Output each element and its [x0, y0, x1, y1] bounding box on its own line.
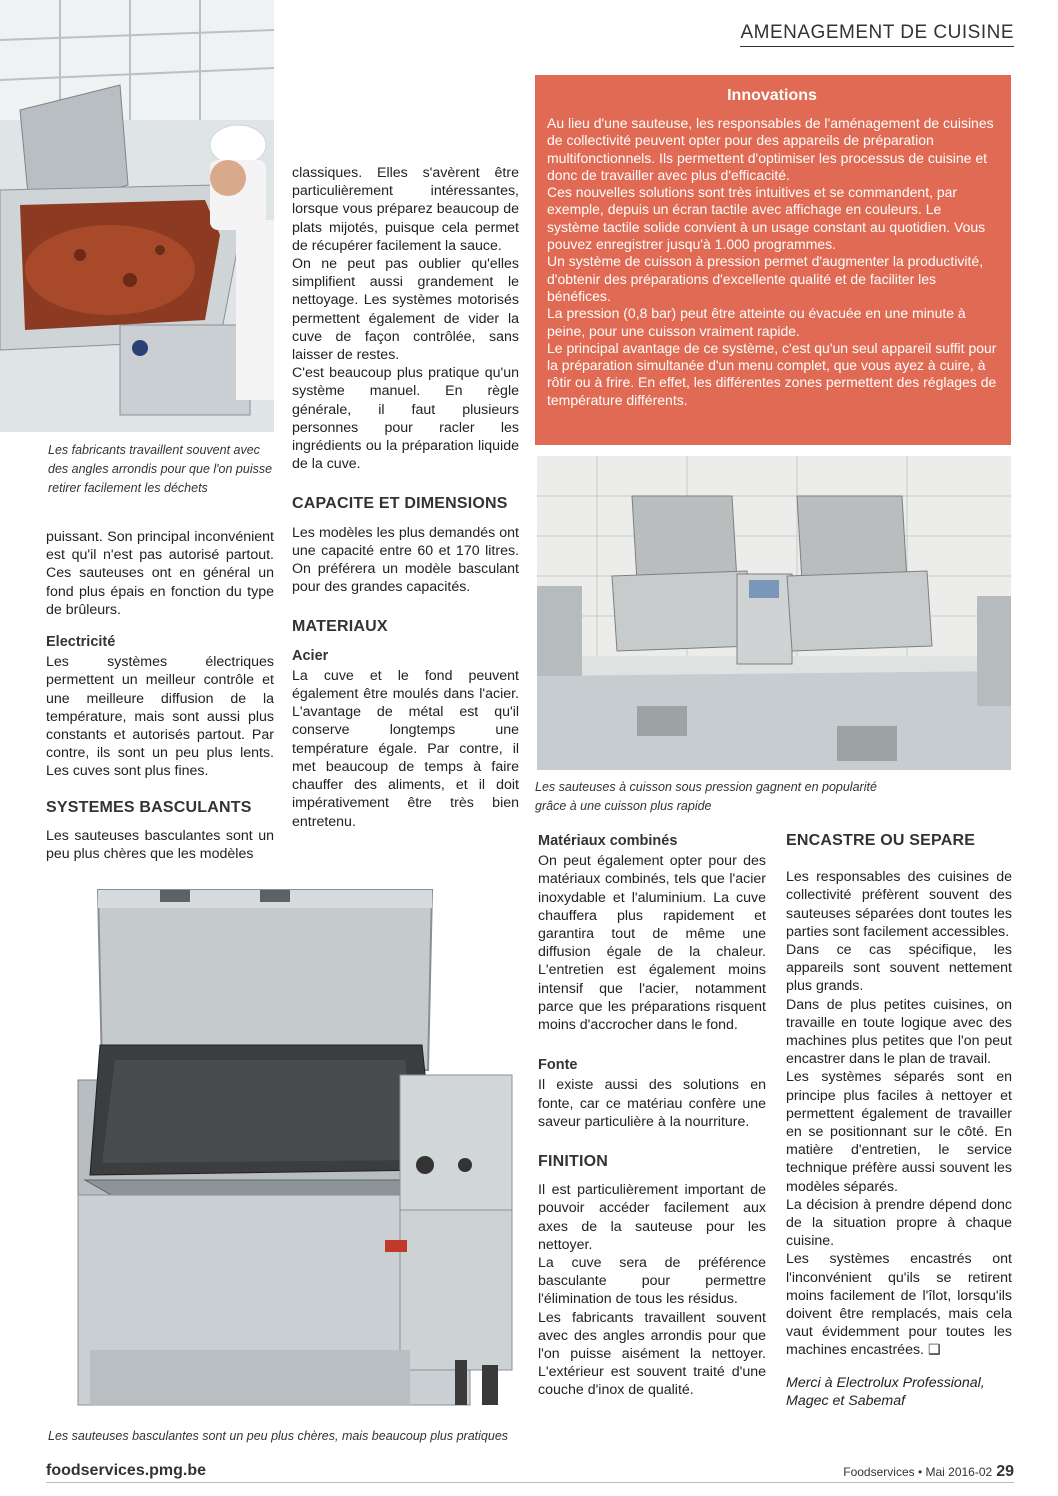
paragraph: On peut également opter pour des matériaux combinés, tels que l'acier inoxydable et l'aluminium. La cuve chauffera plus rapidement et garantira tout de même une diffusion égale de la chaleur. L'entretien est également moins intensif que l'acier, notamment parce que les préparations risquent moins d'accrocher dans le fond. — [538, 853, 766, 1034]
innovations-box — [535, 75, 1011, 445]
photo-chef-tilting-pan — [0, 0, 274, 432]
paragraph: Les responsables des cuisines de collectivité préfèrent souvent des sauteuses séparées dont toutes les parties sont facilement accessibles. — [786, 869, 1012, 940]
innovations-paragraph: Au lieu d'une sauteuse, les responsables de l'aménagement de cuisines de collectivité peuvent opter pour des appareils de préparation multifonctionnels. Ils permettent d'optimiser les processus de cuisine et donc de travailler avec plus d'efficacité. — [547, 115, 994, 183]
subheading-electricite: Electricité — [46, 634, 116, 651]
heading-systemes-basculants: SYSTEMES BASCULANTS — [46, 798, 252, 816]
footer-divider — [46, 1482, 1014, 1483]
paragraph: C'est beaucoup plus pratique qu'un système manuel. En règle générale, il faut plusieurs personnes pour racler les ingrédients ou la préparation liquide de la cuve. — [292, 365, 519, 473]
photo-pressure-braising-pans — [537, 456, 1011, 770]
innovations-paragraph: La pression (0,8 bar) peut être atteinte ou évacuée en une minute à peine, pour une cuisson vraiment rapide. — [547, 305, 966, 339]
page-number: 29 — [996, 1463, 1014, 1480]
paragraph: Les fabricants travaillent souvent avec des angles arrondis pour que l'on puisse aisément la nettoyer. L'extérieur est souvent traité d'une couche d'inox de qualité. — [538, 1309, 766, 1399]
column-3 — [538, 832, 766, 1400]
paragraph: Les modèles les plus demandés ont une capacité entre 60 et 170 litres. On préférera un modèle basculant pour des grandes capacités. — [292, 524, 519, 596]
caption-photo2: Les sauteuses à cuisson sous pression gagnent en popularité grâce à une cuisson plus rapide — [535, 780, 877, 813]
innovations-paragraph: Le principal avantage de ce système, c'est qu'un seul appareil suffit pour la préparation simultanée d'un menu complet, que vous ayez à cuire, à rôtir ou à frire. En effet, les différentes zones permettent des réglages de température différents. — [547, 339, 997, 408]
innovations-title: Innovations — [727, 87, 817, 104]
subheading-fonte: Fonte — [538, 1057, 578, 1074]
section-header: AMENAGEMENT DE CUISINE — [740, 22, 1014, 47]
paragraph: classiques. Elles s'avèrent être particulièrement intéressantes, lorsque vous préparez beaucoup de plats mijotés, puisque cela permet de récupérer facilement la sauce. — [292, 165, 519, 254]
footer-issue — [843, 1463, 1014, 1481]
column-1 — [46, 528, 274, 863]
subheading-acier: Acier — [292, 647, 329, 664]
paragraph: On ne peut pas oublier qu'elles simplifient aussi grandement le nettoyage. Les systèmes motorisés permettent également de vider la cuve de façon contrôlée, sans laisser de restes. — [292, 256, 519, 364]
paragraph: La cuve sera de préférence basculante pour permettre l'élimination de tous les résidus. — [538, 1255, 766, 1308]
innovations-paragraph: Ces nouvelles solutions sont très intuitives et se commandent, par exemple, depuis un écran tactile avec affichage en couleurs. Le système tactile solide convient à un usage constant au quotidien. Vous pouvez enregistrer jusqu'à 1.000 programmes. — [547, 184, 986, 253]
photo-tilting-pan-product — [40, 880, 522, 1420]
heading-capacite: CAPACITE ET DIMENSIONS — [292, 495, 508, 513]
heading-materiaux: MATERIAUX — [292, 618, 388, 636]
caption-photo1: Les fabricants travaillent souvent avec des angles arrondis pour que l'on puisse retirer facilement les déchets — [48, 443, 273, 495]
paragraph: Les systèmes séparés sont en principe plus faciles à nettoyer et permettent également de travailler en se positionnant sur le côté. En matière d'entretien, le service technique préfère aussi souvent les modèles séparés. — [786, 1069, 1012, 1195]
footer-issue-label: Foodservices • Mai 2016-02 — [843, 1465, 993, 1479]
footer-site-link[interactable]: foodservices.pmg.be — [46, 1462, 207, 1479]
paragraph: Il est particulièrement important de pouvoir accéder facilement aux axes de la sauteuse pour les nettoyer. — [538, 1182, 766, 1253]
subheading-materiaux-combines: Matériaux combinés — [538, 833, 678, 849]
paragraph: puissant. Son principal inconvénient est qu'il n'est pas autorisé partout. Ces sauteuses ont en général un fond plus épais en fonction du type de brûleurs. — [46, 529, 274, 618]
paragraph: Il existe aussi des solutions en fonte, car ce matériau confère une saveur particulière à la nourriture. — [538, 1077, 766, 1130]
paragraph: Les systèmes électriques permettent un meilleur contrôle et une meilleure diffusion de la température, mais sont aussi plus constants et autorisés partout. Par contre, ils sont un peu plus lents. Les cuves sont plus fines. — [46, 654, 274, 780]
paragraph: Dans ce cas spécifique, les appareils sont souvent nettement plus grands. — [786, 942, 1012, 995]
heading-encastre-ou-separe: ENCASTRE OU SEPARE — [786, 832, 976, 849]
paragraph: La décision à prendre dépend donc de la situation propre à chaque cuisine. — [786, 1196, 1012, 1250]
credits: Merci à Electrolux Professional, Magec et Sabemaf — [786, 1374, 985, 1409]
innovations-paragraph: Un système de cuisson à pression permet d'augmenter la productivité, d'obtenir des préparations d'excellente qualité et de faciliter les bénéfices. — [547, 253, 984, 304]
paragraph: La cuve et le fond peuvent également être moulés dans l'acier. L'avantage de métal est qu'il conserve longtemps une température égale. Par contre, il met beaucoup de temps à faire chauffer des aliments, et il doit impérativement être très bien entretenu. — [292, 667, 519, 830]
paragraph: Les sauteuses basculantes sont un peu plus chères que les modèles — [46, 827, 274, 863]
caption-photo3: Les sauteuses basculantes sont un peu plus chères, mais beaucoup plus pratiques — [48, 1429, 509, 1443]
paragraph: Les systèmes encastrés ont l'inconvénient qu'ils se retirent moins facilement de l'îlot, lorsqu'ils doivent être remplacés, mais cela vaut évidemment pour toutes les machines encastrées. ❑ — [786, 1251, 1012, 1359]
paragraph: Dans de plus petites cuisines, on travaille en toute logique avec des machines plus petites que l'on peut encastrer dans le plan de travail. — [786, 996, 1012, 1068]
heading-finition: FINITION — [538, 1153, 609, 1171]
column-4 — [786, 832, 1012, 1410]
column-2 — [292, 164, 519, 831]
